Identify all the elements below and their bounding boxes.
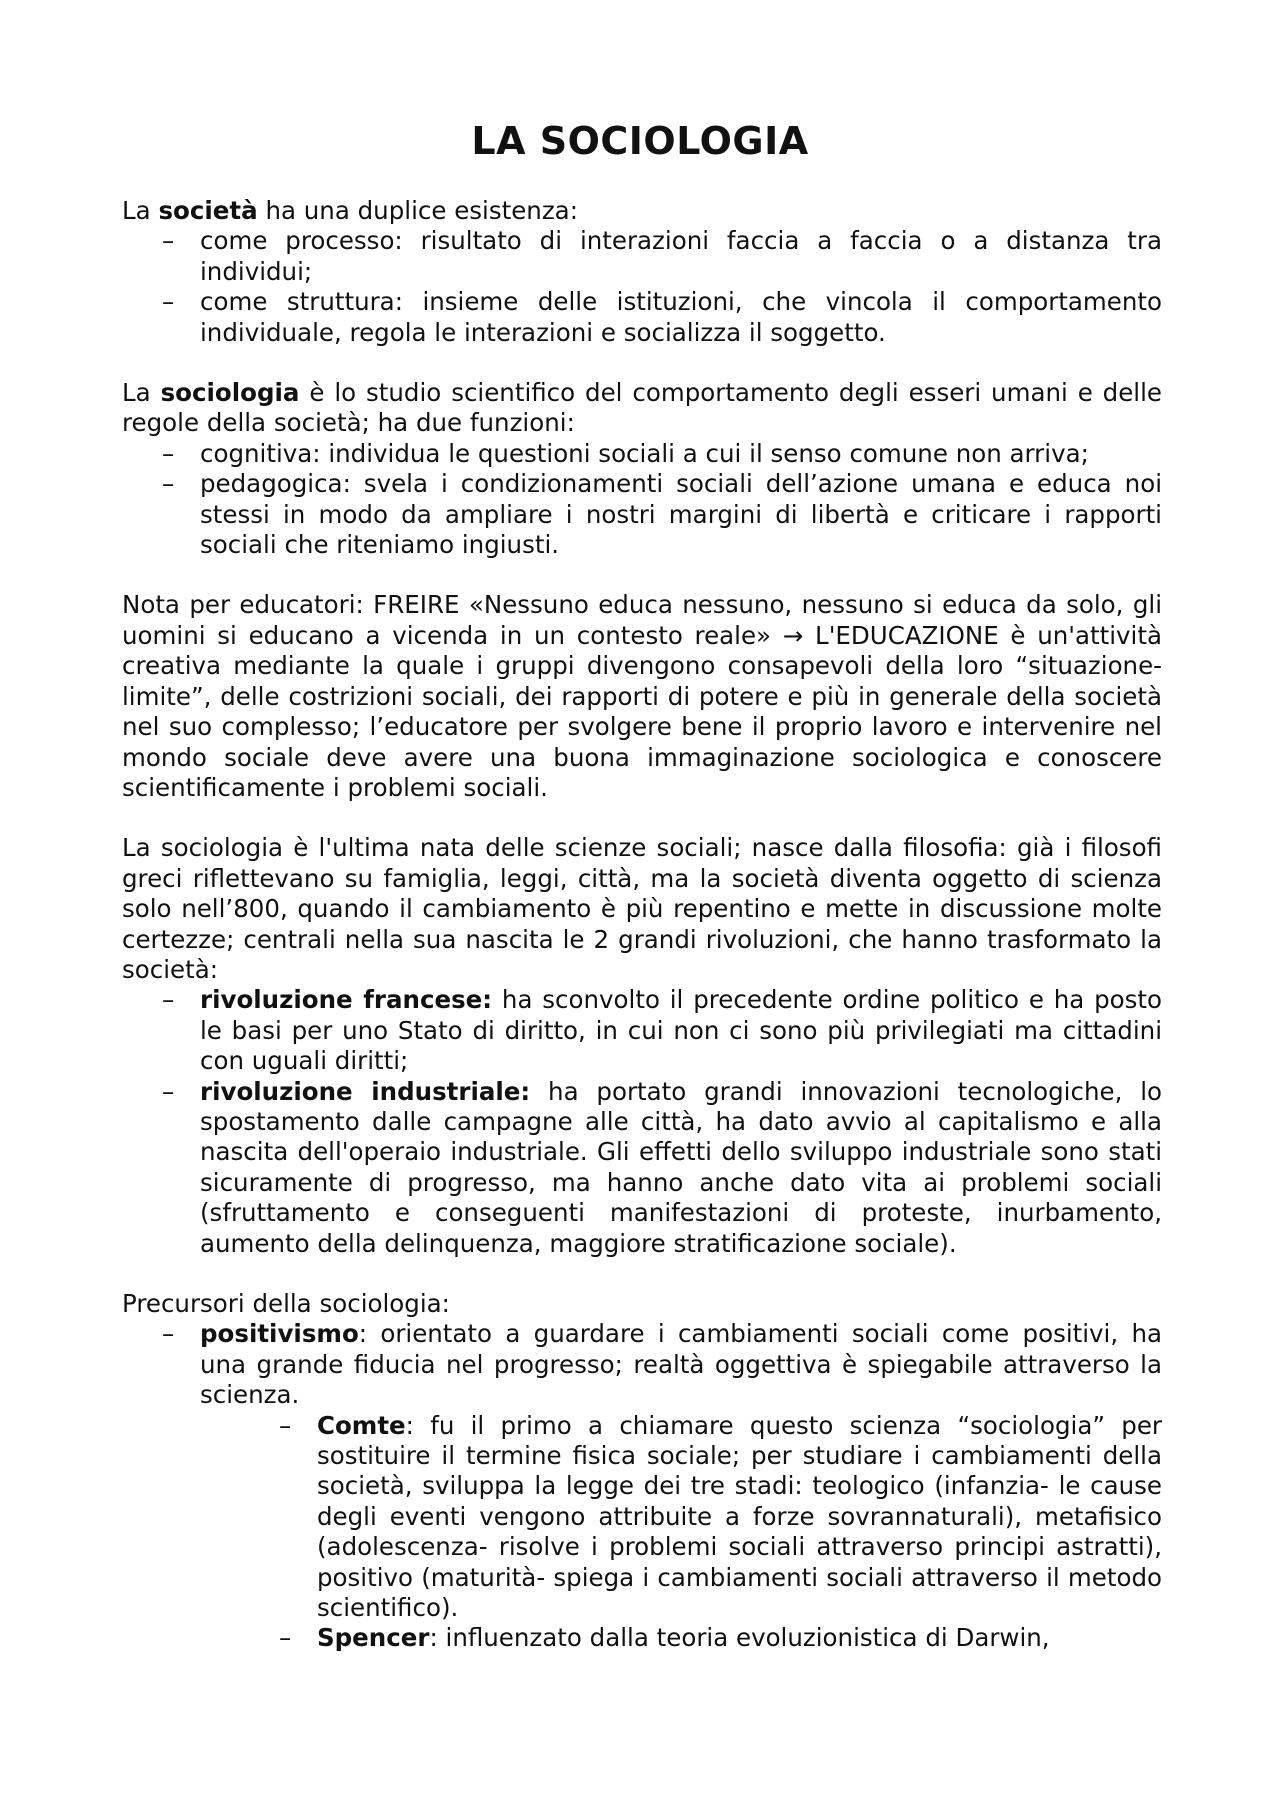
sociologia-intro: La sociologia è lo studio scientifico del comportamento degli esseri umani e delle regole della società; ha due funzioni: [122, 378, 1162, 438]
term-positivismo: positivismo [200, 1319, 359, 1349]
term-comte: Comte [317, 1410, 406, 1440]
dash-bullet: – [162, 438, 175, 468]
document-body [122, 196, 1162, 1654]
dash-bullet: – [162, 985, 175, 1015]
list-item: – come processo: risultato di interazioni faccia a faccia o a distanza tra individui; [162, 226, 1162, 286]
term-spencer: Spencer [317, 1623, 430, 1653]
term-rivoluzione-industriale: rivoluzione industriale: [200, 1076, 531, 1106]
nascita-sociologia: La sociologia è l'ultima nata delle scienze sociali; nasce dalla filosofia: già i filosofi greci riflettevano su famiglia, leggi, città, ma la società diventa oggetto di scienza solo nell’800, quando il cambiamento è più repentino e mette in discussione molte certezze; centrali nella sua nascita le 2 grandi rivoluzioni, che hanno trasformato la società: [122, 833, 1162, 984]
dash-bullet: – [162, 1076, 175, 1106]
list-item: – rivoluzione francese: ha sconvolto il precedente ordine politico e ha posto le basi per uno Stato di diritto, in cui non ci sono più privilegiati ma cittadini con uguali diritti; [162, 985, 1162, 1076]
page-title: LA SOCIOLOGIA [471, 119, 809, 163]
societa-list [122, 226, 1162, 348]
dash-bullet: – [279, 1410, 292, 1440]
funzioni-list [122, 439, 1162, 561]
list-item: – Spencer: influenzato dalla teoria evoluzionistica di Darwin, [279, 1623, 1050, 1653]
rivoluzioni-list [122, 985, 1162, 1259]
term-sociologia: sociologia [160, 378, 300, 408]
dash-bullet: – [162, 1319, 175, 1349]
positivismo-sublist [122, 1411, 1162, 1654]
list-item: – come struttura: insieme delle istituzioni, che vincola il comportamento individuale, regola le interazioni e socializza il soggetto. [162, 287, 1162, 347]
precursori-intro: Precursori della sociologia: [122, 1289, 450, 1318]
dash-bullet: – [162, 226, 175, 256]
list-item: – cognitiva: individua le questioni sociali a cui il senso comune non arriva; [162, 438, 1089, 468]
dash-bullet: – [162, 469, 175, 499]
societa-intro: La società ha una duplice esistenza: [122, 196, 578, 225]
list-item: – pedagogica: svela i condizionamenti sociali dell’azione umana e educa noi stessi in modo da ampliare i nostri margini di libertà e criticare i rapporti sociali che riteniamo ingiusti. [162, 469, 1162, 560]
list-item: – Comte: fu il primo a chiamare questo scienza “sociologia” per sostituire il termine fisica sociale; per studiare i cambiamenti della società, sviluppa la legge dei tre stadi: teologico (infanzia- le cause degli eventi vengono attribuite a forze sovrannaturali), metafisico (adolescenza- risolve i problemi sociali attraverso principi astratti), positivo (maturità- spiega i cambiamenti sociali attraverso il metodo scientifico). [279, 1410, 1162, 1623]
list-item: – rivoluzione industriale: ha portato grandi innovazioni tecnologiche, lo spostamento dalle campagne alle città, ha dato avvio al capitalismo e alla nascita dell'operaio industriale. Gli effetti dello sviluppo industriale sono stati sicuramente di progresso, ma hanno anche dato vita ai problemi sociali (sfruttamento e conseguenti manifestazioni di proteste, inurbamento, aumento della delinquenza, maggiore stratificazione sociale). [162, 1076, 1162, 1258]
term-societa: società [158, 196, 258, 225]
precursori-list [122, 1319, 1162, 1410]
dash-bullet: – [279, 1623, 292, 1653]
nota-educatori: Nota per educatori: FREIRE «Nessuno educa nessuno, nessuno si educa da solo, gli uomini si educano a vicenda in un contesto reale» → L'EDUCAZIONE è un'attività creativa mediante la quale i gruppi divengono consapevoli della loro “situazione-limite”, delle costrizioni sociali, dei rapporti di potere e più in generale della società nel suo complesso; l’educatore per svolgere bene il proprio lavoro e intervenire nel mondo sociale deve avere una buona immaginazione sociologica e conoscere scientificamente i problemi sociali. [122, 590, 1162, 802]
dash-bullet: – [162, 287, 175, 317]
list-item: – positivismo: orientato a guardare i cambiamenti sociali come positivi, ha una grande fiducia nel progresso; realtà oggettiva è spiegabile attraverso la scienza. [162, 1319, 1162, 1410]
term-rivoluzione-francese: rivoluzione francese: [200, 985, 493, 1015]
